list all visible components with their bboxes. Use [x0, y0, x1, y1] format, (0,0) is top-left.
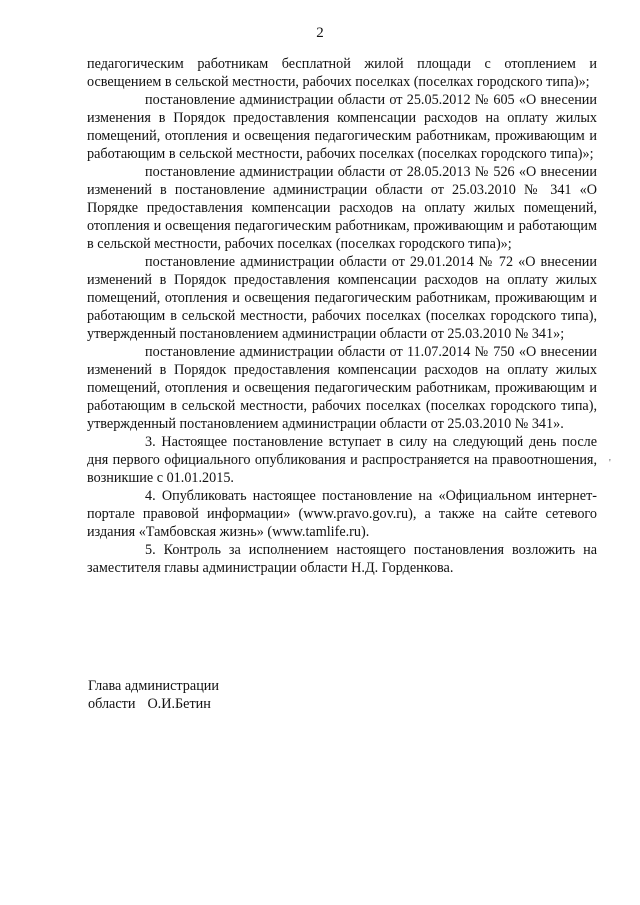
paragraph-item-3: 3. Настоящее постановление вступает в силу на следующий день после дня первого официального опубликования и распространяется на правоотношения, возникшие с 01.01.2015. — [87, 434, 597, 486]
signature-position: Глава администрации — [88, 678, 219, 694]
paragraph-item-4: 4. Опубликовать настоящее постановление на «Официальном интернет-портале правовой информации» (www.pravo.gov.ru), а также на сайте сетевого издания «Тамбовская жизнь» (www.tamlife.ru). — [87, 488, 597, 540]
signature-region: области — [88, 696, 136, 712]
margin-mark: ' — [609, 458, 611, 469]
signature-name: О.И.Бетин — [147, 696, 211, 712]
signature-line — [88, 695, 219, 713]
paragraph-resolution-605: постановление администрации области от 25.05.2012 № 605 «О внесении изменения в Порядок предоставления компенсации расходов на оплату жилых помещений, отопления и освещения педагогическим работникам, проживающим и работающим в сельской местности, рабочих поселках (поселках городского типа)»; — [87, 92, 597, 162]
paragraph-resolution-72: постановление администрации области от 29.01.2014 № 72 «О внесении изменений в Порядок предоставления компенсации расходов на оплату жилых помещений, отопления и освещения педагогическим работникам, проживающим и работающим в сельской местности, рабочих поселках (поселках городского типа), утвержденный постановлением администрации области от 25.03.2010 № 341»; — [87, 254, 597, 342]
page-number: 2 — [316, 25, 324, 41]
paragraph-resolution-750: постановление администрации области от 11.07.2014 № 750 «О внесении изменений в Порядок предоставления компенсации расходов на оплату жилых помещений, отопления и освещения педагогическим работникам, проживающим и работающим в сельской местности, рабочих поселках (поселках городского типа), утвержденный постановлением администрации области от 25.03.2010 № 341». — [87, 344, 597, 432]
document-body — [87, 55, 597, 577]
paragraph-continuation: педагогическим работникам бесплатной жилой площади с отоплением и освещением в сельской местности, рабочих поселках (поселках городского типа)»; — [87, 56, 597, 90]
paragraph-resolution-526: постановление администрации области от 28.05.2013 № 526 «О внесении изменений в постановление администрации области от 25.03.2010 № 341 «О Порядке предоставления компенсации расходов на оплату жилых помещений, отопления и освещения педагогическим работникам, проживающим и работающим в сельской местности, рабочих поселках (поселках городского типа)»; — [87, 164, 597, 252]
signature-block — [88, 677, 219, 713]
paragraph-item-5: 5. Контроль за исполнением настоящего постановления возложить на заместителя главы администрации области Н.Д. Горденкова. — [87, 542, 597, 576]
